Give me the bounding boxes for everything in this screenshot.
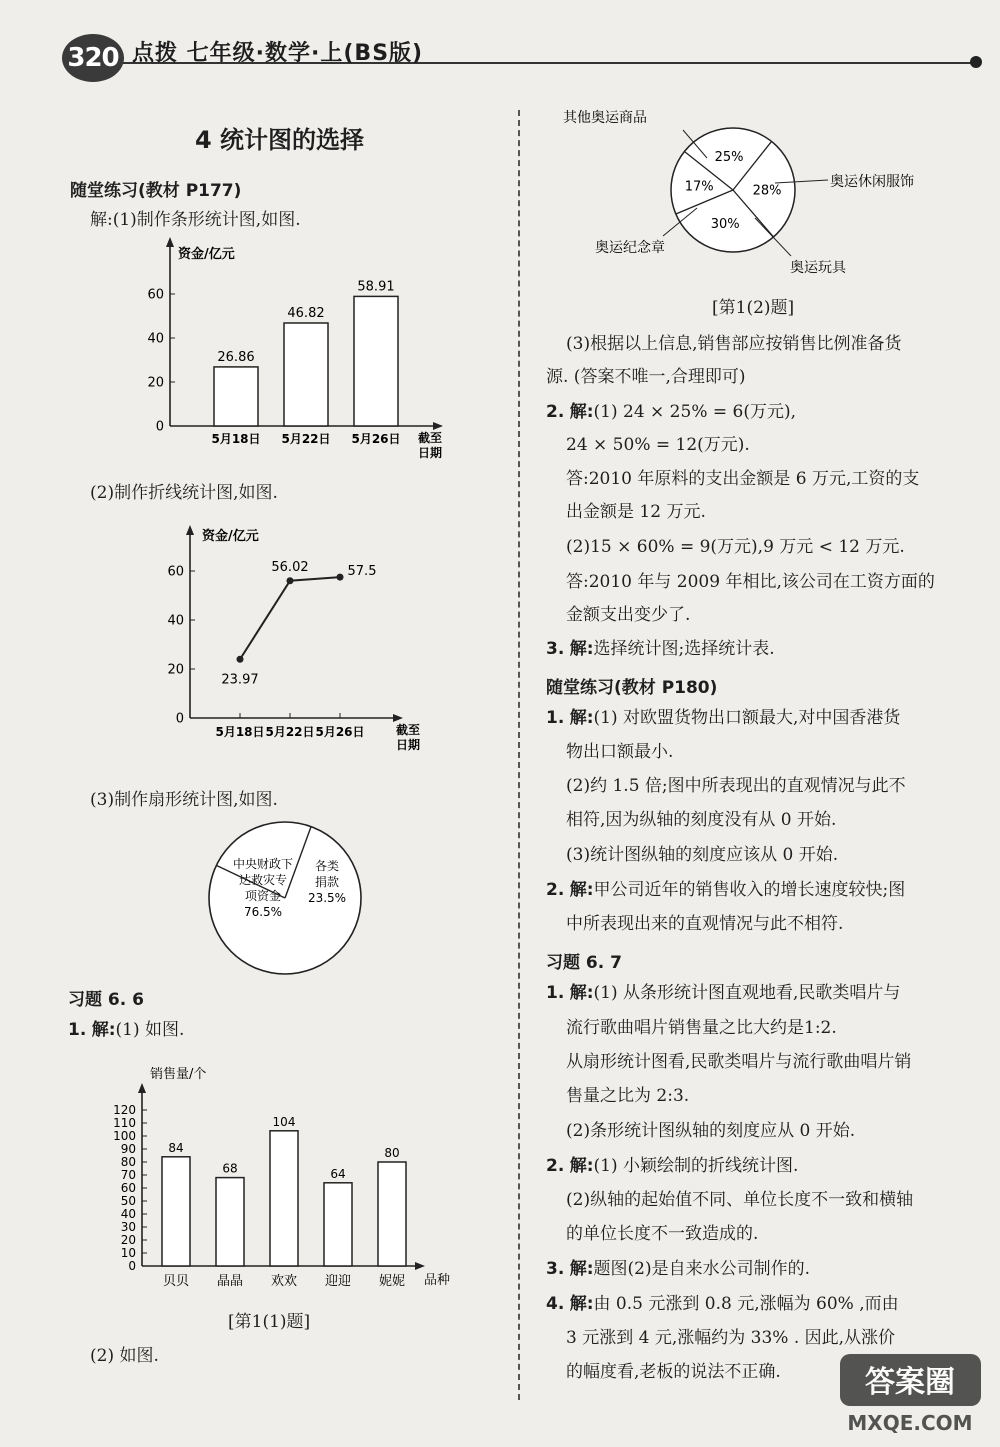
bar-value-label: 104 (272, 1114, 296, 1129)
y-tick-label: 70 (120, 1168, 136, 1182)
book-title: 点拨 七年级·数学·上(BS版) (132, 41, 424, 66)
y-tick-label: 20 (120, 1233, 136, 1247)
answer-line: 3 元涨到 4 元,涨幅约为 33% . 因此,从涨价 (566, 1328, 896, 1348)
answer-line: (3)统计图纵轴的刻度应该从 0 开始. (566, 845, 839, 865)
answer-line (546, 1294, 899, 1314)
y-tick-label: 10 (120, 1246, 136, 1260)
question-number: 1. (546, 708, 565, 728)
x-tick-label: 欢欢 (270, 1274, 298, 1289)
y-tick-label: 30 (120, 1220, 136, 1234)
slice-label: 奥运玩具 (790, 260, 846, 276)
column-divider (518, 110, 520, 1400)
x-tick-label: 妮妮 (378, 1274, 406, 1289)
answer-text: 甲公司近年的销售收入的增长速度较快;图 (593, 880, 906, 900)
figure-caption: [第1(1)题] (228, 1312, 311, 1332)
y-tick-label: 80 (120, 1155, 136, 1169)
x-axis-label: 日期 (417, 446, 442, 460)
x-axis-arrow (433, 422, 443, 430)
y-tick-label: 20 (167, 662, 184, 678)
bar (162, 1157, 190, 1266)
answer-line: (2)15 × 60% = 9(万元),9 万元 < 12 万元. (566, 537, 905, 557)
practice-heading: 随堂练习(教材 P180) (546, 678, 718, 698)
question-number: 2. (546, 880, 565, 900)
question-number: 1. (68, 1020, 87, 1040)
y-tick-label: 0 (175, 711, 184, 727)
slice-label: 23.5% (307, 891, 347, 905)
x-tick-label: 5月18日 (215, 725, 265, 739)
answer-label: 解: (91, 1020, 116, 1040)
y-axis-arrow (166, 237, 174, 247)
answer-line (546, 1259, 810, 1279)
bar-chart-funds (130, 238, 450, 470)
answer-line: 出金额是 12 万元. (566, 502, 706, 522)
y-tick-label: 100 (113, 1129, 136, 1143)
answer-label: 解: (569, 1156, 594, 1176)
y-tick-label: 50 (120, 1194, 136, 1208)
answer-line: (2)条形统计图纵轴的刻度应从 0 开始. (566, 1121, 856, 1141)
answer-label: 解: (569, 708, 594, 728)
x-tick-label: 5月26日 (351, 432, 401, 446)
question-number: 3. (546, 639, 565, 659)
section-title: 4 统计图的选择 (195, 126, 365, 154)
y-axis-arrow (138, 1083, 146, 1093)
bar-chart-sales (108, 1058, 458, 1296)
answer-text: (1) 从条形统计图直观地看,民歌类唱片与 (593, 983, 901, 1003)
line-chart-funds (150, 520, 420, 762)
slice-label: 捐款 (314, 875, 340, 889)
bar (324, 1183, 352, 1266)
answer-line (546, 1156, 798, 1176)
slice-label: 达救灾专 (238, 873, 288, 887)
answer-line: 24 × 50% = 12(万元). (566, 435, 750, 455)
bar-value-label: 68 (222, 1161, 238, 1176)
answer-line: 流行歌曲唱片销售量之比大约是1:2. (566, 1018, 837, 1038)
exercise-heading: 习题 6. 6 (68, 990, 144, 1010)
pie-chart-funds (205, 818, 365, 978)
slice-percent: 28% (752, 183, 782, 199)
slice-label: 项资金 (244, 889, 282, 903)
x-axis-arrow (415, 1262, 425, 1270)
answer-line: 答:2010 年与 2009 年相比,该公司在工资方面的 (566, 572, 935, 592)
answer-line: 售量之比为 2:3. (566, 1086, 690, 1106)
answer-text: (1) 如图. (115, 1020, 185, 1040)
answer-line: 中所表现出来的直观情况与此不相符. (566, 914, 844, 934)
y-axis-arrow (186, 525, 194, 535)
slice-percent: 17% (684, 179, 714, 195)
answer-line: 源. (答案不唯一,合理即可) (546, 367, 746, 387)
x-axis-label: 截至 (417, 431, 442, 445)
x-axis-label: 品种 (424, 1273, 451, 1288)
bar-value-label: 46.82 (287, 305, 325, 321)
bar-value-label: 26.86 (217, 349, 255, 365)
y-axis-label: 资金/亿元 (202, 529, 259, 544)
y-tick-label: 90 (120, 1142, 136, 1156)
data-point (337, 574, 344, 581)
x-tick-label: 迎迎 (324, 1274, 352, 1289)
slice-percent: 30% (710, 217, 740, 233)
slice-label: 其他奥运商品 (563, 110, 647, 126)
answer-text: (1) 对欧盟货物出口额最大,对中国香港货 (593, 708, 901, 728)
answer-line: (2) 如图. (90, 1346, 159, 1366)
x-tick-label: 晶晶 (216, 1274, 244, 1289)
data-point (237, 656, 244, 663)
answer-line: 相符,因为纵轴的刻度没有从 0 开始. (566, 810, 837, 830)
x-tick-label: 5月22日 (265, 725, 315, 739)
slice-percent: 25% (714, 150, 744, 166)
y-tick-label: 0 (155, 419, 164, 435)
y-tick-label: 60 (147, 287, 164, 303)
answer-line: 的单位长度不一致造成的. (566, 1224, 759, 1244)
answer-line: (2)约 1.5 倍;图中所表现出的直观情况与此不 (566, 776, 906, 796)
y-tick-label: 60 (167, 564, 184, 580)
y-tick-label: 0 (128, 1259, 136, 1273)
answer-line (546, 983, 900, 1003)
answer-text: 题图(2)是自来水公司制作的. (593, 1259, 810, 1279)
series-line (240, 577, 340, 659)
question-number: 1. (546, 983, 565, 1003)
page-number-badge: 320 (62, 34, 124, 82)
answer-line: 的幅度看,老板的说法不正确. (566, 1362, 781, 1382)
question-number: 2. (546, 1156, 565, 1176)
answer-label: 解: (569, 880, 594, 900)
bar-value-label: 80 (384, 1146, 400, 1160)
x-axis-arrow (393, 714, 403, 722)
y-tick-label: 110 (113, 1116, 136, 1130)
data-point (287, 577, 294, 584)
bar (214, 367, 258, 426)
y-tick-label: 40 (120, 1207, 136, 1221)
exercise-heading: 习题 6. 7 (546, 953, 622, 973)
answer-label: 解: (569, 1294, 594, 1314)
watermark-url: MXQE.COM (847, 1411, 973, 1435)
answer-line: (2)制作折线统计图,如图. (90, 483, 278, 503)
bar (270, 1131, 298, 1266)
answer-text: 选择统计图;选择统计表. (593, 639, 775, 659)
bar (216, 1178, 244, 1266)
y-tick-label: 120 (113, 1103, 136, 1117)
y-tick-label: 40 (147, 331, 164, 347)
x-axis-label: 截至 (395, 723, 420, 737)
bar-value-label: 84 (168, 1140, 184, 1155)
x-tick-label: 5月26日 (315, 725, 365, 739)
answer-line: 物出口额最小. (566, 742, 674, 762)
answer-text: (1) 小颖绘制的折线统计图. (593, 1156, 799, 1176)
figure-caption: [第1(2)题] (712, 298, 795, 318)
practice-heading: 随堂练习(教材 P177) (70, 181, 242, 201)
answer-line: (3)制作扇形统计图,如图. (90, 790, 278, 810)
answer-line (546, 639, 775, 659)
y-axis-label: 销售量/个 (150, 1067, 207, 1082)
slice-label: 奥运纪念章 (595, 240, 665, 256)
answer-text: 由 0.5 元涨到 0.8 元,涨幅为 60% ,而由 (593, 1294, 899, 1314)
y-tick-label: 60 (120, 1181, 136, 1195)
answer-line: (3)根据以上信息,销售部应按销售比例准备货 (566, 334, 902, 354)
answer-line: 从扇形统计图看,民歌类唱片与流行歌曲唱片销 (566, 1052, 912, 1072)
slice-label: 中央财政下 (232, 857, 294, 871)
x-axis-label: 日期 (395, 738, 420, 752)
answer-label: 解: (569, 983, 594, 1003)
y-tick-label: 40 (167, 613, 184, 629)
bar-value-label: 64 (330, 1166, 346, 1181)
pie-chart-olympic-goods (563, 108, 985, 278)
answer-label: 解: (569, 639, 594, 659)
question-number: 4. (546, 1294, 565, 1314)
answer-line: 解:(1)制作条形统计图,如图. (90, 210, 301, 230)
slice-label: 76.5% (243, 905, 283, 919)
answer-label: 解: (569, 402, 594, 422)
bar (378, 1162, 406, 1266)
x-tick-label: 贝贝 (162, 1274, 190, 1289)
answer-line: 答:2010 年原料的支出金额是 6 万元,工资的支 (566, 469, 920, 489)
answer-line: 金额支出变少了. (566, 605, 691, 625)
data-label: 23.97 (221, 672, 259, 688)
question-number: 3. (546, 1259, 565, 1279)
bar (354, 296, 398, 426)
data-label: 57.5 (347, 564, 377, 580)
answer-line (546, 402, 796, 422)
slice-label: 各类 (314, 859, 340, 873)
x-tick-label: 5月22日 (281, 432, 331, 446)
y-tick-label: 20 (147, 375, 164, 391)
y-axis-label: 资金/亿元 (178, 247, 235, 262)
answer-line (546, 880, 905, 900)
slice-label: 奥运休闲服饰 (830, 174, 914, 190)
bar (284, 323, 328, 426)
watermark-logo (838, 1352, 983, 1437)
answer-text: (1) 24 × 25% = 6(万元), (593, 402, 797, 422)
question-number: 2. (546, 402, 565, 422)
header-rule-dot (970, 56, 982, 68)
answer-line (546, 708, 900, 728)
watermark-text: 答案圈 (865, 1365, 955, 1400)
exercise-answer (68, 1020, 184, 1040)
answer-label: 解: (569, 1259, 594, 1279)
bar-value-label: 58.91 (357, 279, 395, 295)
x-tick-label: 5月18日 (211, 432, 261, 446)
answer-line: (2)纵轴的起始值不同、单位长度不一致和横轴 (566, 1190, 914, 1210)
data-label: 56.02 (271, 559, 309, 575)
